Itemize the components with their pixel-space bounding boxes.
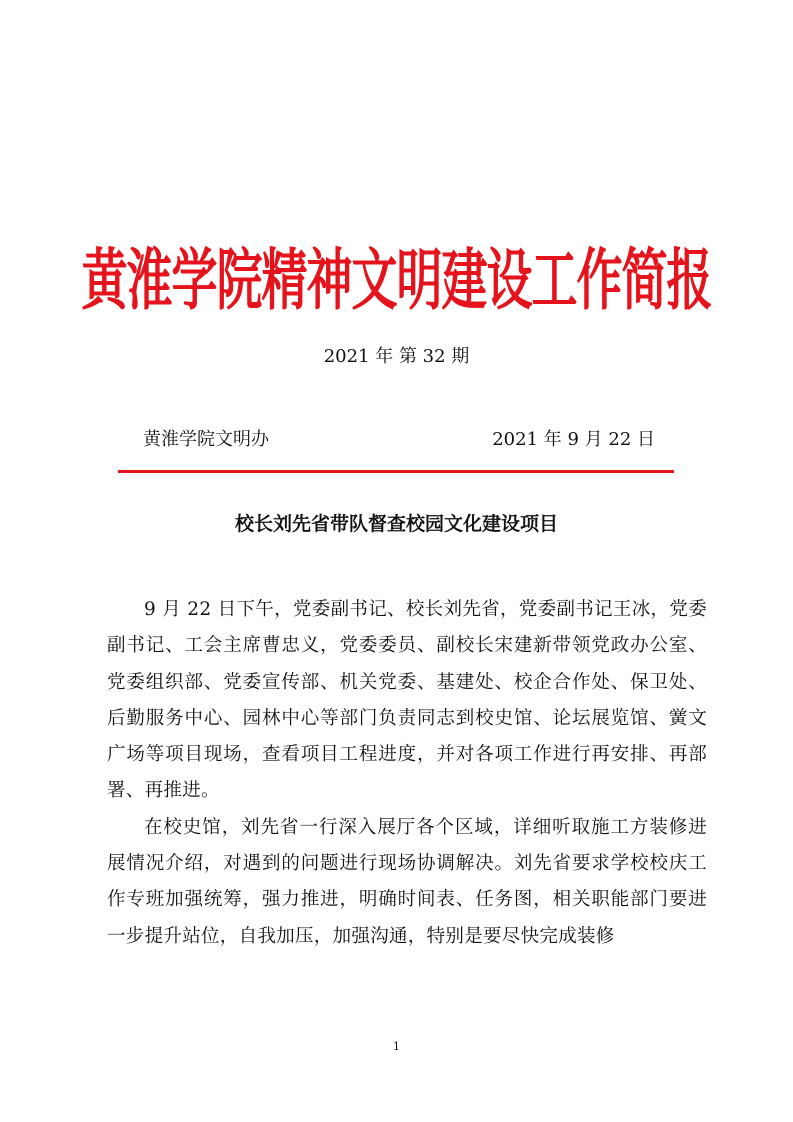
issue-number: 2021 年 第 32 期 bbox=[323, 346, 470, 367]
article-headline: 校长刘先省带队督查校园文化建设项目 bbox=[234, 513, 558, 535]
red-divider-rule bbox=[118, 470, 674, 473]
issue-date: 2021 年 9 月 22 日 bbox=[492, 429, 655, 450]
page-number: 1 bbox=[393, 1040, 400, 1053]
issuer-name: 黄淮学院文明办 bbox=[143, 429, 269, 450]
article-paragraph-1: 9 月 22 日下午，党委副书记、校长刘先省，党委副书记王冰，党委副书记、工会主席曹忠义，党委委员、副校长宋建新带领党政办公室、党委组织部、党委宣传部、机关党委、基建处、校企合作处、保卫处、后勤服务中心、园林中心等部门负责同志到校史馆、论坛展览馆、黉文广场等项目现场，查看项目工程进度，并对各项工作进行再安排、再部署、再推进。 bbox=[107, 599, 707, 802]
article-paragraph-2: 在校史馆，刘先省一行深入展厅各个区域，详细听取施工方装修进展情况介绍，对遇到的问题进行现场协调解决。刘先省要求学校校庆工作专班加强统筹，强力推进，明确时间表、任务图，相关职能部门要进一步提升站位，自我加压，加强沟通，特别是要尽快完成装修 bbox=[107, 816, 707, 947]
article-body bbox=[107, 592, 707, 955]
masthead-title: 黄淮学院精神文明建设工作简报 bbox=[81, 240, 712, 320]
